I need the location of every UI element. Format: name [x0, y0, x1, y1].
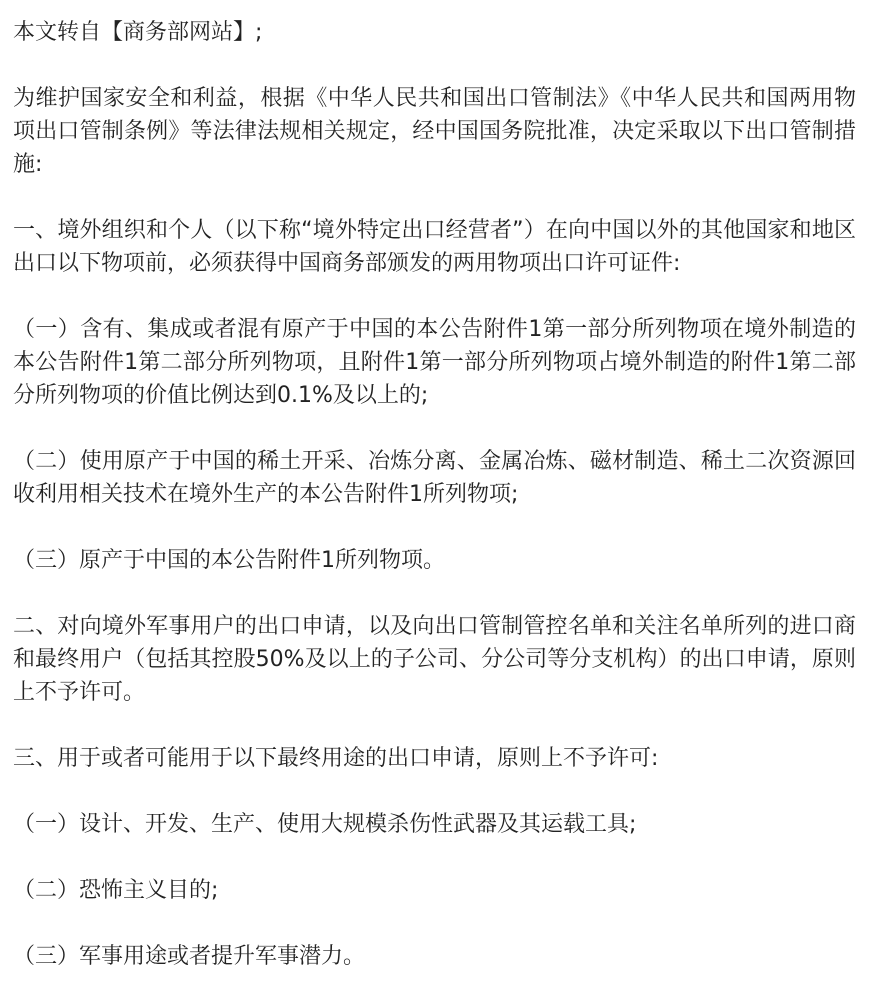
- section-three-item-3: （三）军事用途或者提升军事潜力。: [13, 944, 366, 969]
- section-one-item-1: （一）含有、集成或者混有原产于中国的本公告附件1第一部分所列物项在境外制造的本公告附件1第二部分所列物项，且附件1第一部分所列物项占境外制造的附件1第二部分所列物项的价值比例达到0.1%及以上的;: [13, 317, 856, 408]
- section-one-heading: 一、境外组织和个人（以下称“境外特定出口经营者”）在向中国以外的其他国家和地区出口以下物项前，必须获得中国商务部颁发的两用物项出口许可证件:: [13, 218, 856, 276]
- section-three-item-1: （一）设计、开发、生产、使用大规模杀伤性武器及其运载工具;: [13, 812, 637, 837]
- source-note: 本文转自【商务部网站】;: [13, 20, 263, 45]
- section-two-paragraph: 二、对向境外军事用户的出口申请，以及向出口管制管控名单和关注名单所列的进口商和最终用户（包括其控股50%及以上的子公司、分公司等分支机构）的出口申请，原则上不予许可。: [13, 614, 856, 705]
- section-three-item-2: （二）恐怖主义目的;: [13, 878, 219, 903]
- section-one-item-2: （二）使用原产于中国的稀土开采、冶炼分离、金属冶炼、磁材制造、稀土二次资源回收利用相关技术在境外生产的本公告附件1所列物项;: [13, 449, 856, 507]
- intro-paragraph: 为维护国家安全和利益，根据《中华人民共和国出口管制法》《中华人民共和国两用物项出口管制条例》等法律法规相关规定，经中国国务院批准，决定采取以下出口管制措施:: [13, 86, 856, 177]
- section-one-item-3: （三）原产于中国的本公告附件1所列物项。: [13, 548, 445, 573]
- section-three-heading: 三、用于或者可能用于以下最终用途的出口申请，原则上不予许可:: [13, 746, 659, 771]
